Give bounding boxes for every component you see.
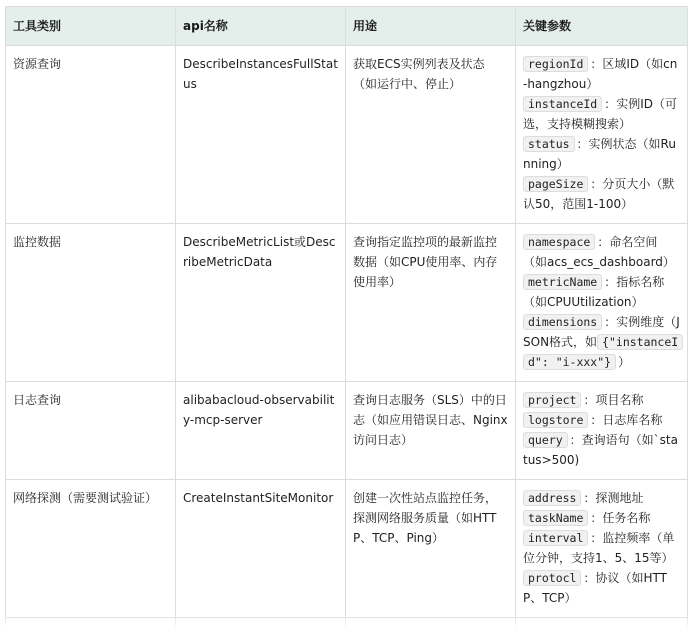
param-desc: ：实例维度（JSON格式，如 (523, 315, 680, 349)
cell-api: DescribeMetricList或DescribeMetricData (176, 224, 346, 382)
cell-params (516, 480, 688, 618)
cell-api: alibabacloud-observability-mcp-server (176, 382, 346, 480)
param-item (523, 94, 680, 134)
param-item (523, 232, 680, 272)
param-desc: ：项目名称 (583, 393, 644, 407)
param-item (523, 134, 680, 174)
param-code: instanceId (523, 96, 602, 112)
param-item (523, 174, 680, 214)
param-item (523, 390, 680, 410)
param-desc-tail: ） (618, 355, 631, 369)
table-row (6, 224, 688, 382)
param-desc: ：命名空间（如acs_ecs_dashboard） (523, 235, 675, 269)
api-tools-table (5, 6, 688, 628)
cell-purpose: 获取ECS实例列表及状态（如运行中、停止） (346, 46, 516, 224)
param-item (523, 508, 680, 528)
param-desc: ：查询语句（如`status>500) (523, 433, 678, 467)
param-desc: ：协议（如HTTP、TCP） (523, 571, 667, 605)
param-code: query (523, 432, 568, 448)
table-row-partial (6, 618, 688, 628)
table-row (6, 480, 688, 618)
cell-api: CreateInstantSiteMonitor (176, 480, 346, 618)
param-code: namespace (523, 234, 595, 250)
param-item (523, 430, 680, 470)
cell-purpose: 查询日志服务（SLS）中的日志（如应用错误日志、Nginx访问日志） (346, 382, 516, 480)
param-desc: ：监控频率（单位分钟，支持1、5、15等） (523, 531, 675, 565)
param-code: project (523, 392, 581, 408)
param-item (523, 272, 680, 312)
param-code: interval (523, 530, 588, 546)
param-item (523, 410, 680, 430)
table-row (6, 382, 688, 480)
cell-category: 日志查询 (6, 382, 176, 480)
cell-purpose: 创建一次性站点监控任务，探测网络服务质量（如HTTP、TCP、Ping） (346, 480, 516, 618)
param-desc: ：任务名称 (590, 511, 651, 525)
cell-params (516, 382, 688, 480)
cell-category: 监控数据 (6, 224, 176, 382)
param-item (523, 528, 680, 568)
param-code: address (523, 490, 581, 506)
cell-params (516, 46, 688, 224)
cell-api: DescribeInstancesFullStatus (176, 46, 346, 224)
cell-api (176, 618, 346, 628)
table-row (6, 46, 688, 224)
header-tool-category: 工具类别 (6, 7, 176, 46)
table-header (6, 7, 688, 46)
header-row (6, 7, 688, 46)
header-key-params: 关键参数 (516, 7, 688, 46)
cell-params (516, 224, 688, 382)
param-desc: ：实例ID（可选，支持模糊搜索） (523, 97, 678, 131)
header-purpose: 用途 (346, 7, 516, 46)
param-item (523, 488, 680, 508)
cell-purpose: 查询指定监控项的最新监控数据（如CPU使用率、内存使用率） (346, 224, 516, 382)
param-item (523, 568, 680, 608)
cell-purpose (346, 618, 516, 628)
param-code: logstore (523, 412, 588, 428)
param-code: pageSize (523, 176, 588, 192)
param-code: metricName (523, 274, 602, 290)
param-desc: ：分页大小（默认50，范围1-100） (523, 177, 675, 211)
cell-category: 资源查询 (6, 46, 176, 224)
param-code: dimensions (523, 314, 602, 330)
param-desc: ：指标名称（如CPUUtilization） (523, 275, 665, 309)
param-item (523, 54, 680, 94)
param-code: regionId (523, 56, 588, 72)
param-desc: ：探测地址 (583, 491, 644, 505)
param-code: taskName (523, 510, 588, 526)
cell-category: 网络探测（需要测试验证） (6, 480, 176, 618)
param-desc: ：日志库名称 (590, 413, 663, 427)
cell-params (516, 618, 688, 628)
param-item (523, 312, 680, 372)
param-code: protocl (523, 570, 581, 586)
header-api-name: api名称 (176, 7, 346, 46)
param-desc: ：实例状态（如Running） (523, 137, 676, 171)
param-desc: ：区域ID（如cn-hangzhou） (523, 57, 678, 91)
cell-category (6, 618, 176, 628)
table-body (6, 46, 688, 628)
param-code-inline: {"instanceId": "i-xxx"} (523, 334, 683, 370)
param-code: status (523, 136, 575, 152)
